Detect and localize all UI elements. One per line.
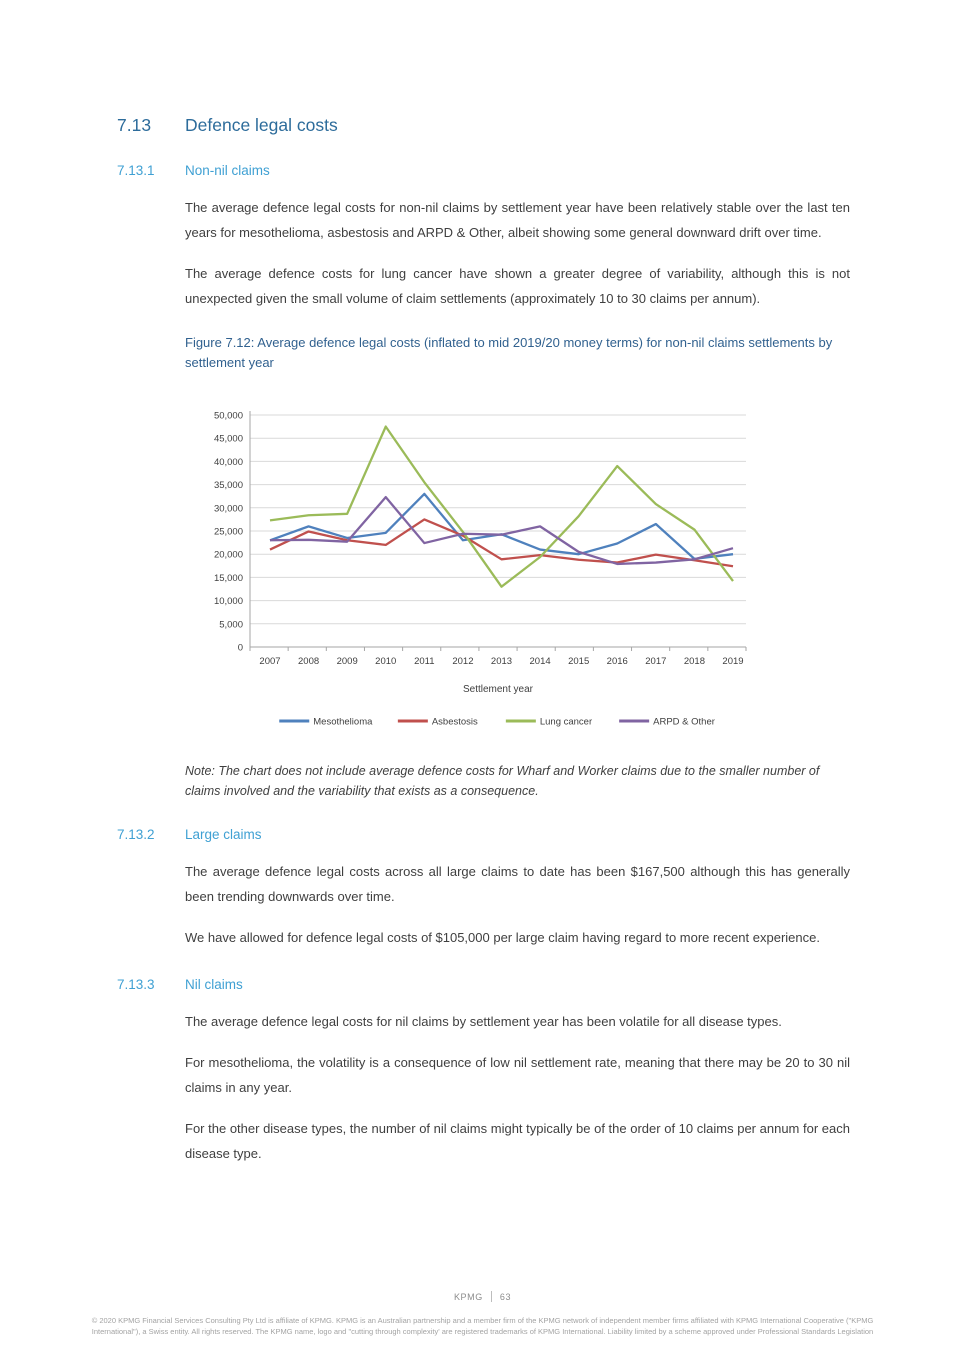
legend-label: Asbestosis <box>431 716 478 728</box>
page-number-row <box>0 1291 965 1302</box>
x-tick-label: 2016 <box>606 656 628 667</box>
x-tick-label: 2015 <box>568 656 590 667</box>
subsection-body <box>185 196 850 801</box>
x-tick-label: 2011 <box>414 656 435 667</box>
x-tick-label: 2019 <box>722 656 744 667</box>
y-tick-label: 15,000 <box>213 572 243 584</box>
y-tick-label: 30,000 <box>213 503 243 515</box>
legend-label: ARPD & Other <box>653 716 715 728</box>
paragraph: For mesothelioma, the volatility is a consequence of low nil settlement rate, meaning that there may be 20 to 30 nil claims in any year. <box>185 1055 850 1095</box>
footer-page-number: 63 <box>499 1291 512 1302</box>
y-tick-label: 40,000 <box>213 456 243 468</box>
x-tick-label: 2009 <box>336 656 358 667</box>
page-footer <box>0 1291 965 1337</box>
x-tick-label: 2013 <box>490 656 513 667</box>
x-tick-label: 2008 <box>298 656 320 667</box>
x-tick-label: 2014 <box>529 656 551 667</box>
y-tick-label: 0 <box>237 642 243 654</box>
subsection-title: Non-nil claims <box>185 163 270 178</box>
x-axis-title: Settlement year <box>462 684 534 695</box>
x-tick-label: 2017 <box>645 656 667 667</box>
subsection-title: Large claims <box>185 827 262 842</box>
y-tick-label: 35,000 <box>213 480 243 492</box>
line-chart <box>188 403 748 735</box>
y-tick-label: 45,000 <box>213 433 243 445</box>
legend-label: Lung cancer <box>539 716 593 728</box>
y-tick-label: 5,000 <box>219 619 243 631</box>
paragraph: The average defence costs for lung cancer have shown a greater degree of variability, although this is not unexpected given the small volume of claim settlements (approximately 10 to 30 claims per annum). <box>185 266 850 306</box>
figure-caption: Figure 7.12: Average defence legal costs (inflated to mid 2019/20 money terms) for non-nil claims settlements by settlement year <box>185 335 833 370</box>
x-tick-label: 2010 <box>375 656 397 667</box>
paragraph: The average defence legal costs for non-nil claims by settlement year have been relatively stable over the last ten years for mesothelioma, asbestosis and ARPD & Other, albeit showing some general downward drift over time. <box>185 200 850 240</box>
x-tick-label: 2007 <box>259 656 281 667</box>
x-tick-label: 2012 <box>452 656 474 667</box>
subsection-body <box>185 860 850 951</box>
paragraph: We have allowed for defence legal costs of $105,000 per large claim having regard to more recent experience. <box>185 930 820 945</box>
y-tick-label: 20,000 <box>213 549 243 561</box>
section-heading <box>117 115 850 136</box>
subsection-number: 7.13.1 <box>117 163 155 178</box>
footer-copyright: © 2020 KPMG Financial Services Consulting Pty Ltd is affiliate of KPMG. KPMG is an Australian partnership and a member firm of the KPMG network of independent member firms affiliated with KPMG International Cooperative ("KPMG International"), a Swiss entity. All rights reserved. The KPMG name, logo and "cutting through complexity' are registered trademarks of KPMG International. Liability limited by a scheme approved under Professional Standards Legislation <box>91 1316 874 1336</box>
x-tick-label: 2018 <box>683 656 705 667</box>
series-line-asbestosis <box>270 519 733 566</box>
subsection-heading-non-nil-claims <box>117 163 850 178</box>
subsection-number: 7.13.3 <box>117 976 155 992</box>
y-tick-label: 25,000 <box>213 526 243 538</box>
y-tick-label: 50,000 <box>213 410 243 422</box>
footer-brand: KPMG <box>453 1291 483 1302</box>
paragraph: The average defence legal costs for nil claims by settlement year has been volatile for all disease types. <box>185 1013 782 1029</box>
subsection-heading-large-claims <box>117 827 850 842</box>
section-title: Defence legal costs <box>185 115 338 135</box>
subsection-body <box>185 1010 850 1167</box>
figure-chart <box>188 403 850 740</box>
subsection-title: Nil claims <box>185 976 243 992</box>
chart-note: Note: The chart does not include average defence costs for Wharf and Worker claims due to the smaller number of claims involved and the variability that exists as a consequence. <box>185 764 820 798</box>
subsection-heading-nil-claims <box>117 977 850 992</box>
footer-divider <box>491 1291 492 1302</box>
legend-label: Mesothelioma <box>313 716 373 728</box>
section-number: 7.13 <box>117 115 152 135</box>
subsection-number: 7.13.2 <box>117 827 155 842</box>
y-tick-label: 10,000 <box>213 596 243 608</box>
paragraph: The average defence legal costs across all large claims to date has been $167,500 although this has generally been trending downwards over time. <box>185 864 850 904</box>
paragraph: For the other disease types, the number of nil claims might typically be of the order of 10 claims per annum for each disease type. <box>185 1121 850 1161</box>
series-line-mesothelioma <box>270 494 733 559</box>
